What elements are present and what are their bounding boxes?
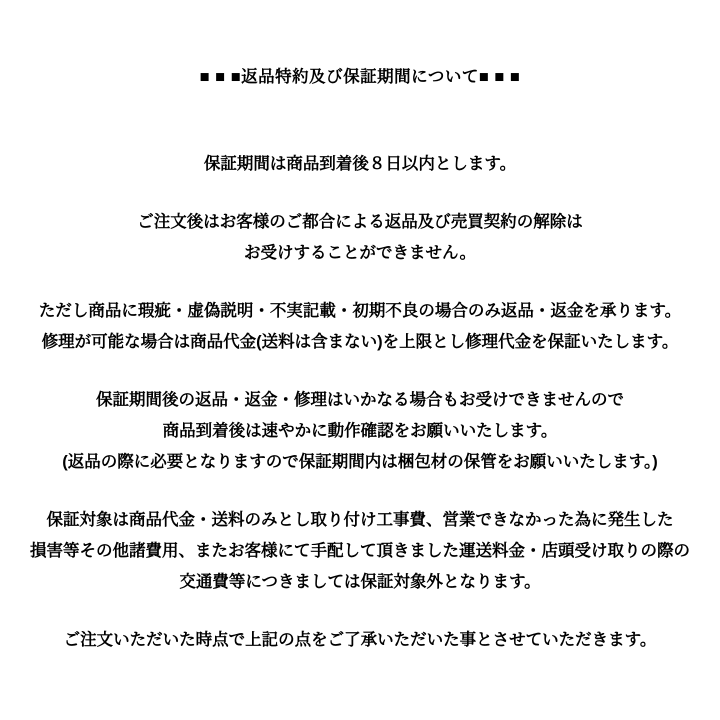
notice-line: 交通費等につきましては保証対象外となります。 bbox=[179, 573, 541, 591]
notice-paragraph-coverage-scope bbox=[0, 505, 720, 598]
notice-line: 損害等その他諸費用、またお客様にて手配して頂きました運送料金・店頭受け取りの際の bbox=[30, 542, 690, 560]
notice-paragraph-no-returns bbox=[0, 207, 720, 269]
notice-paragraph-warranty-period bbox=[0, 149, 720, 180]
notice-paragraph-acknowledgement bbox=[0, 625, 720, 656]
notice-line: (返品の際に必要となりますので保証期間内は梱包材の保管をお願いいたします。) bbox=[62, 453, 658, 471]
notice-line: 保証期間後の返品・返金・修理はいかなる場合もお受けできませんので bbox=[96, 391, 624, 409]
notice-line: ただし商品に瑕疵・虚偽説明・不実記載・初期不良の場合のみ返品・返金を承ります。 bbox=[38, 302, 682, 320]
notice-paragraph-after-warranty bbox=[0, 385, 720, 478]
notice-line: ご注文後はお客様のご都合による返品及び売買契約の解除は bbox=[137, 213, 583, 231]
notice-line: 保証対象は商品代金・送料のみとし取り付け工事費、営業できなかった為に発生した bbox=[46, 511, 674, 529]
notice-title: ■ ■ ■返品特約及び保証期間について■ ■ ■ bbox=[199, 68, 521, 86]
notice-line: お受けすることができません。 bbox=[244, 244, 476, 262]
notice-line: 修理が可能な場合は商品代金(送料は含まない)を上限とし修理代金を保証いたします。 bbox=[41, 333, 679, 351]
notice-line: 商品到着後は速やかに動作確認をお願いいたします。 bbox=[162, 422, 558, 440]
notice-line: ご注文いただいた時点で上記の点をご了承いただいた事とさせていただきます。 bbox=[63, 631, 657, 649]
notice-line: 保証期間は商品到着後８日以内とします。 bbox=[203, 155, 517, 173]
notice-paragraph-defect-exceptions bbox=[0, 296, 720, 358]
